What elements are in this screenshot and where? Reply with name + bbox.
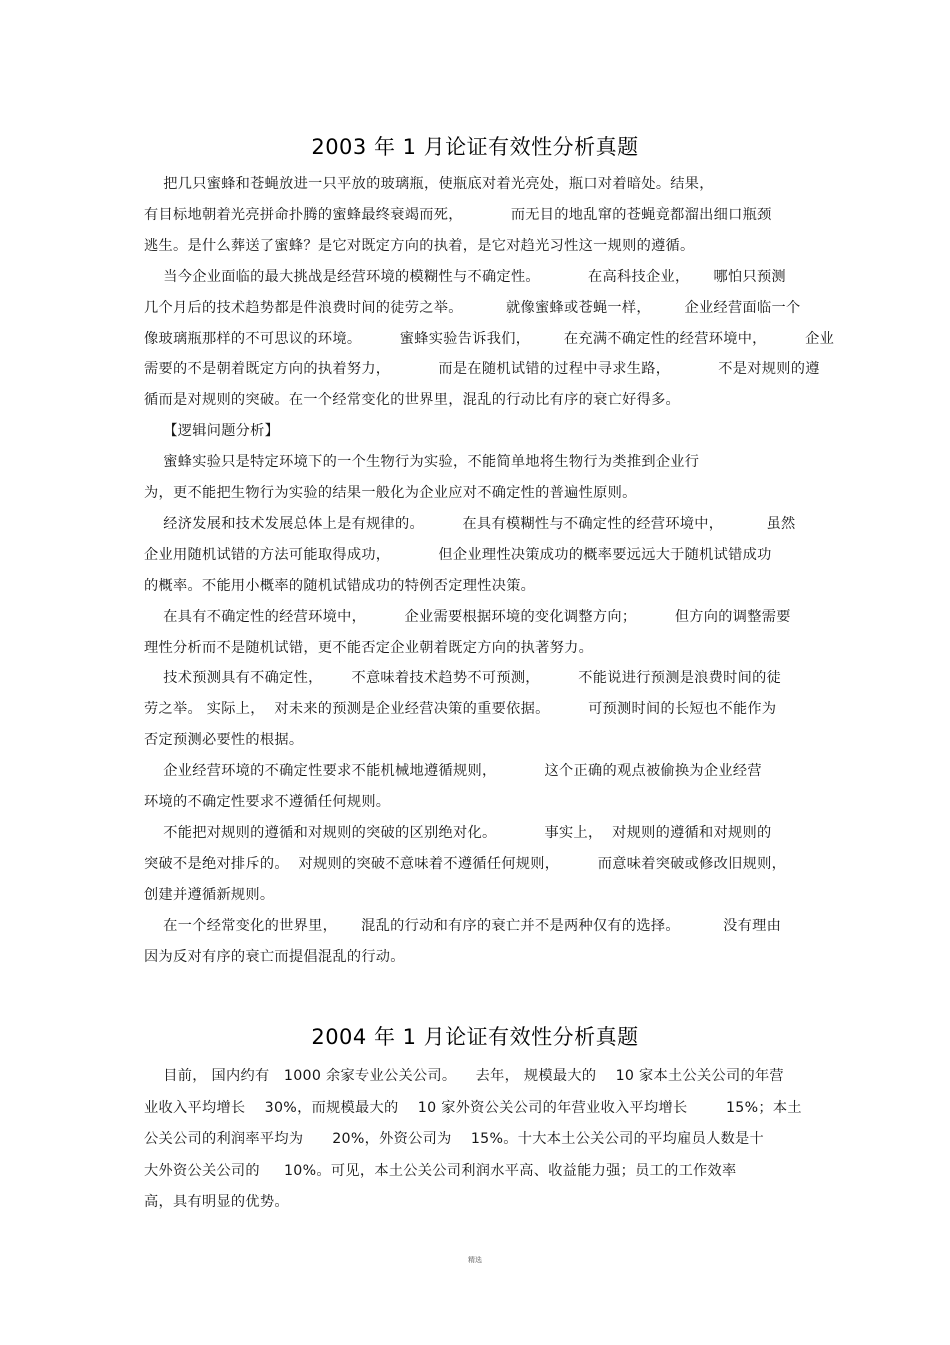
text-line: 创建并遵循新规则。 [144, 886, 275, 903]
text-line: 否定预测必要性的根据。 [144, 732, 304, 749]
text-line: 逃生。是什么葬送了蜜蜂？是它对既定方向的执着，是它对趋光习性这一规则的遵循。 [144, 237, 695, 254]
text-line: 需要的不是朝着既定方向的执着努力， 而是在随机试错的过程中寻求生路， 不是对规则的遵 [144, 361, 820, 378]
text-line: 循而是对规则的突破。在一个经常变化的世界里，混乱的行动比有序的衰亡好得多。 [144, 392, 681, 409]
text-line: 高，具有明显的优势。 [144, 1194, 289, 1210]
text-line: 【逻辑问题分析】 [144, 423, 280, 440]
page-footer: 精选 [468, 1256, 482, 1264]
text-line: 企业经营环境的不确定性要求不能机械地遵循规则， 这个正确的观点被偷换为企业经营 [144, 763, 762, 780]
text-line: 的概率。不能用小概率的随机试错成功的特例否定理性决策。 [144, 577, 536, 594]
text-line: 技术预测具有不确定性， 不意味着技术趋势不可预测， 不能说进行预测是浪费时间的徒 [144, 670, 782, 687]
text-line: 公关公司的利润率平均为 20%，外资公司为 15%。十大本土公关公司的平均雇员人数是十 [144, 1131, 765, 1147]
text-line: 突破不是绝对排斥的。 对规则的突破不意味着不遵循任何规则， 而意味着突破或修改旧规则， [144, 855, 787, 872]
text-line: 在一个经常变化的世界里， 混乱的行动和有序的衰亡并不是两种仅有的选择。 没有理由 [144, 917, 782, 934]
section-2003-title: 2003 年 1 月论证有效性分析真题 [311, 135, 639, 159]
text-line: 环境的不确定性要求不遵循任何规则。 [144, 794, 391, 810]
text-line: 为，更不能把生物行为实验的结果一般化为企业应对不确定性的普遍性原则。 [144, 485, 637, 501]
text-line: 因为反对有序的衰亡而提倡混乱的行动。 [144, 948, 405, 965]
text-line: 在具有不确定性的经营环境中， 企业需要根据环境的变化调整方向； 但方向的调整需要 [144, 608, 791, 625]
text-line: 蜜蜂实验只是特定环境下的一个生物行为实验，不能简单地将生物行为类推到企业行 [144, 454, 700, 471]
text-line: 大外资公关公司的 10%。可见，本土公关公司利润水平高、收益能力强；员工的工作效率 [144, 1162, 737, 1179]
text-line: 当今企业面临的最大挑战是经营环境的模糊性与不确定性。 在高科技企业， 哪怕只预测 [144, 268, 786, 285]
text-line: 理性分析而不是随机试错，更不能否定企业朝着既定方向的执著努力。 [144, 639, 594, 656]
text-line: 业收入平均增长 30%，而规模最大的 10 家外资公关公司的年营业收入平均增长 15%；本土 [144, 1099, 802, 1116]
section-2004-title: 2004 年 1 月论证有效性分析真题 [311, 1025, 639, 1049]
text-line: 经济发展和技术发展总体上是有规律的。 在具有模糊性与不确定性的经营环境中， 虽然 [144, 515, 796, 532]
text-line: 企业用随机试错的方法可能取得成功， 但企业理性决策成功的概率要远远大于随机试错成功 [144, 546, 772, 563]
text-line: 有目标地朝着光亮拼命扑腾的蜜蜂最终衰竭而死， 而无目的地乱窜的苍蝇竟都溜出细口瓶颈 [144, 206, 772, 223]
text-line: 像玻璃瓶那样的不可思议的环境。 蜜蜂实验告诉我们， 在充满不确定性的经营环境中， 企业 [144, 330, 835, 347]
text-line: 目前， 国内约有 1000 余家专业公关公司。 去年， 规模最大的 10 家本土公关公司的年营 [144, 1068, 784, 1084]
text-line: 不能把对规则的遵循和对规则的突破的区别绝对化。 事实上， 对规则的遵循和对规则的 [144, 824, 772, 841]
text-line: 几个月后的技术趋势都是件浪费时间的徒劳之举。 就像蜜蜂或苍蝇一样， 企业经营面临一个 [144, 299, 801, 316]
text-line: 劳之举。 实际上， 对未来的预测是企业经营决策的重要依据。 可预测时间的长短也不能作为 [144, 701, 777, 718]
text-line: 把几只蜜蜂和苍蝇放进一只平放的玻璃瓶，使瓶底对着光亮处，瓶口对着暗处。结果， [144, 176, 714, 192]
